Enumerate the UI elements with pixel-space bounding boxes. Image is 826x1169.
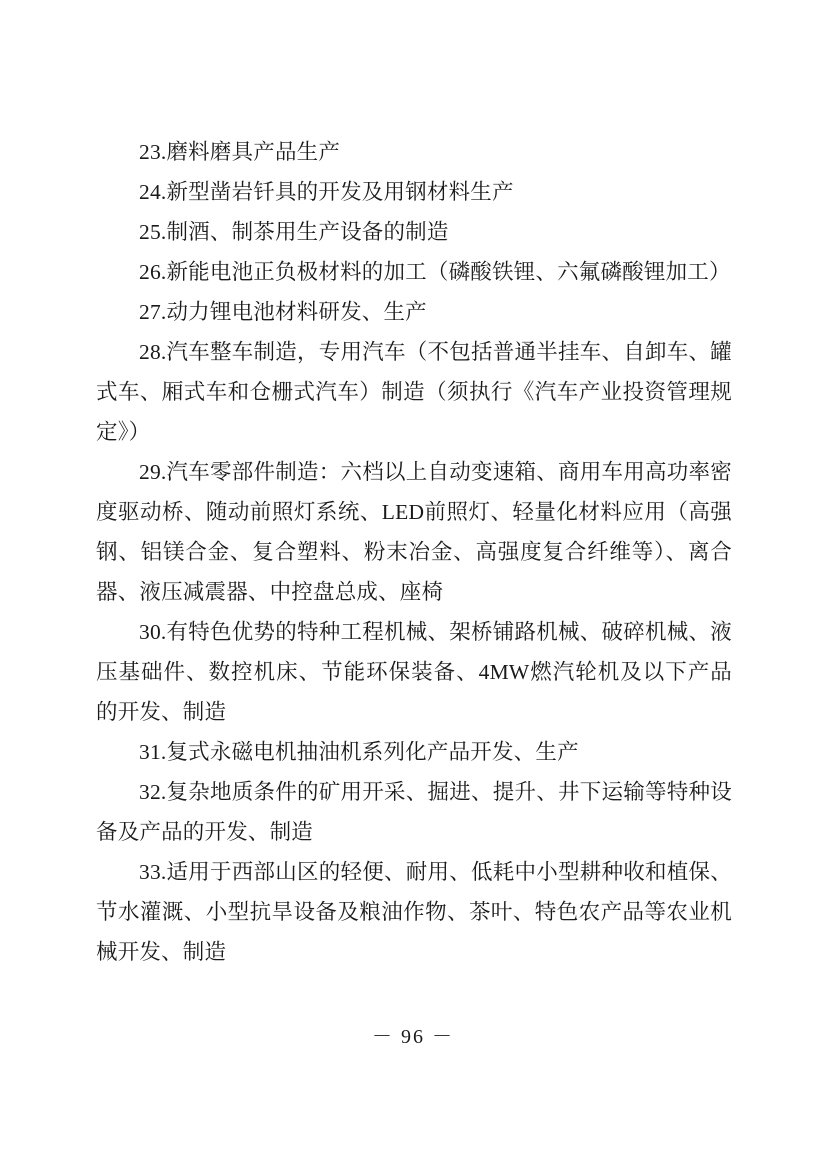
page-number: － 96 － <box>372 1026 454 1048</box>
list-item: 26.新能电池正负极材料的加工（磷酸铁锂、六氟磷酸锂加工） <box>139 260 731 284</box>
list-item: 31.复式永磁电机抽油机系列化产品开发、生产 <box>139 740 579 764</box>
list-item: 33.适用于西部山区的轻便、耐用、低耗中小型耕种收和植保、节水灌溉、小型抗旱设备及粮油作物、茶叶、特色农产品等农业机械开发、制造 <box>96 860 732 964</box>
list-item: 27.动力锂电池材料研发、生产 <box>139 300 427 324</box>
list-item: 23.磨料磨具产品生产 <box>139 140 341 164</box>
list-item: 25.制酒、制茶用生产设备的制造 <box>139 220 449 244</box>
document-body <box>96 132 732 972</box>
list-item: 32.复杂地质条件的矿用开采、掘进、提升、井下运输等特种设备及产品的开发、制造 <box>96 780 732 844</box>
list-item: 28.汽车整车制造，专用汽车（不包括普通半挂车、自卸车、罐式车、厢式车和仓栅式汽车）制造（须执行《汽车产业投资管理规定》） <box>96 340 732 444</box>
list-item: 24.新型凿岩钎具的开发及用钢材料生产 <box>139 180 514 204</box>
list-item: 29.汽车零部件制造：六档以上自动变速箱、商用车用高功率密度驱动桥、随动前照灯系统、LED前照灯、轻量化材料应用（高强钢、铝镁合金、复合塑料、粉末冶金、高强度复合纤维等）、离合器、液压减震器、中控盘总成、座椅 <box>96 460 732 604</box>
list-item: 30.有特色优势的特种工程机械、架桥铺路机械、破碎机械、液压基础件、数控机床、节能环保装备、4MW燃汽轮机及以下产品的开发、制造 <box>96 620 732 724</box>
